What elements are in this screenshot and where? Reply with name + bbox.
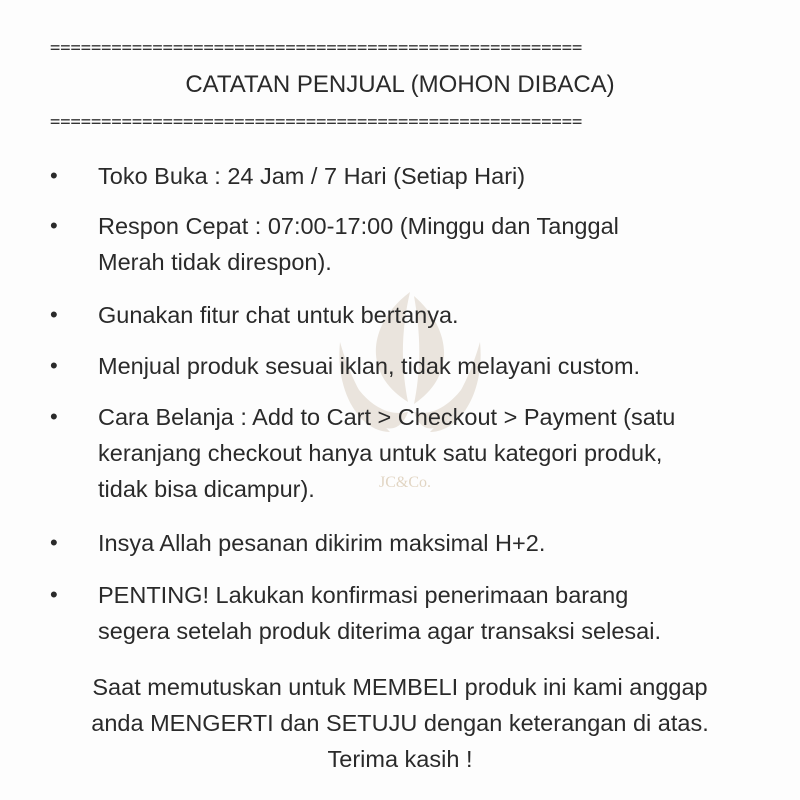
closing-line: anda MENGERTI dan SETUJU dengan keterangan di atas.: [91, 710, 709, 736]
bullet: •: [50, 302, 58, 327]
note-line: PENTING! Lakukan konfirmasi penerimaan barang: [98, 582, 629, 608]
bullet: •: [50, 163, 58, 188]
note-line: segera setelah produk diterima agar transaksi selesai.: [98, 618, 661, 644]
page-title: CATATAN PENJUAL (MOHON DIBACA): [185, 71, 615, 98]
note-line: Merah tidak direspon).: [98, 249, 332, 275]
note-line: Insya Allah pesanan dikirim maksimal H+2.: [98, 530, 546, 556]
bullet: •: [50, 582, 58, 607]
closing-line: Saat memutuskan untuk MEMBELI produk ini kami anggap: [92, 674, 708, 700]
note-line: keranjang checkout hanya untuk satu kategori produk,: [98, 440, 663, 466]
note-line: Gunakan fitur chat untuk bertanya.: [98, 302, 459, 328]
header-rule-top: ====================================================: [50, 38, 583, 58]
note-line: tidak bisa dicampur).: [98, 476, 315, 502]
closing-line: Terima kasih !: [327, 746, 473, 772]
closing-statement: [0, 669, 800, 777]
note-text: [98, 577, 738, 649]
bullet: •: [50, 353, 58, 378]
bullet: •: [50, 213, 58, 238]
note-line: Toko Buka : 24 Jam / 7 Hari (Setiap Hari): [98, 163, 526, 189]
note-line: Respon Cepat : 07:00-17:00 (Minggu dan Tanggal: [98, 213, 619, 239]
note-text: [98, 399, 738, 507]
note-text: [98, 208, 738, 280]
note-text: [98, 525, 738, 561]
note-text: [98, 158, 738, 194]
note-line: Menjual produk sesuai iklan, tidak melayani custom.: [98, 353, 641, 379]
header-rule-bottom: ====================================================: [50, 112, 583, 132]
note-line: Cara Belanja : Add to Cart > Checkout > Payment (satu: [98, 404, 676, 430]
note-text: [98, 348, 738, 384]
note-text: [98, 297, 738, 333]
bullet: •: [50, 530, 58, 555]
bullet: •: [50, 404, 58, 429]
watermark-text: JC&Co.: [378, 474, 431, 491]
